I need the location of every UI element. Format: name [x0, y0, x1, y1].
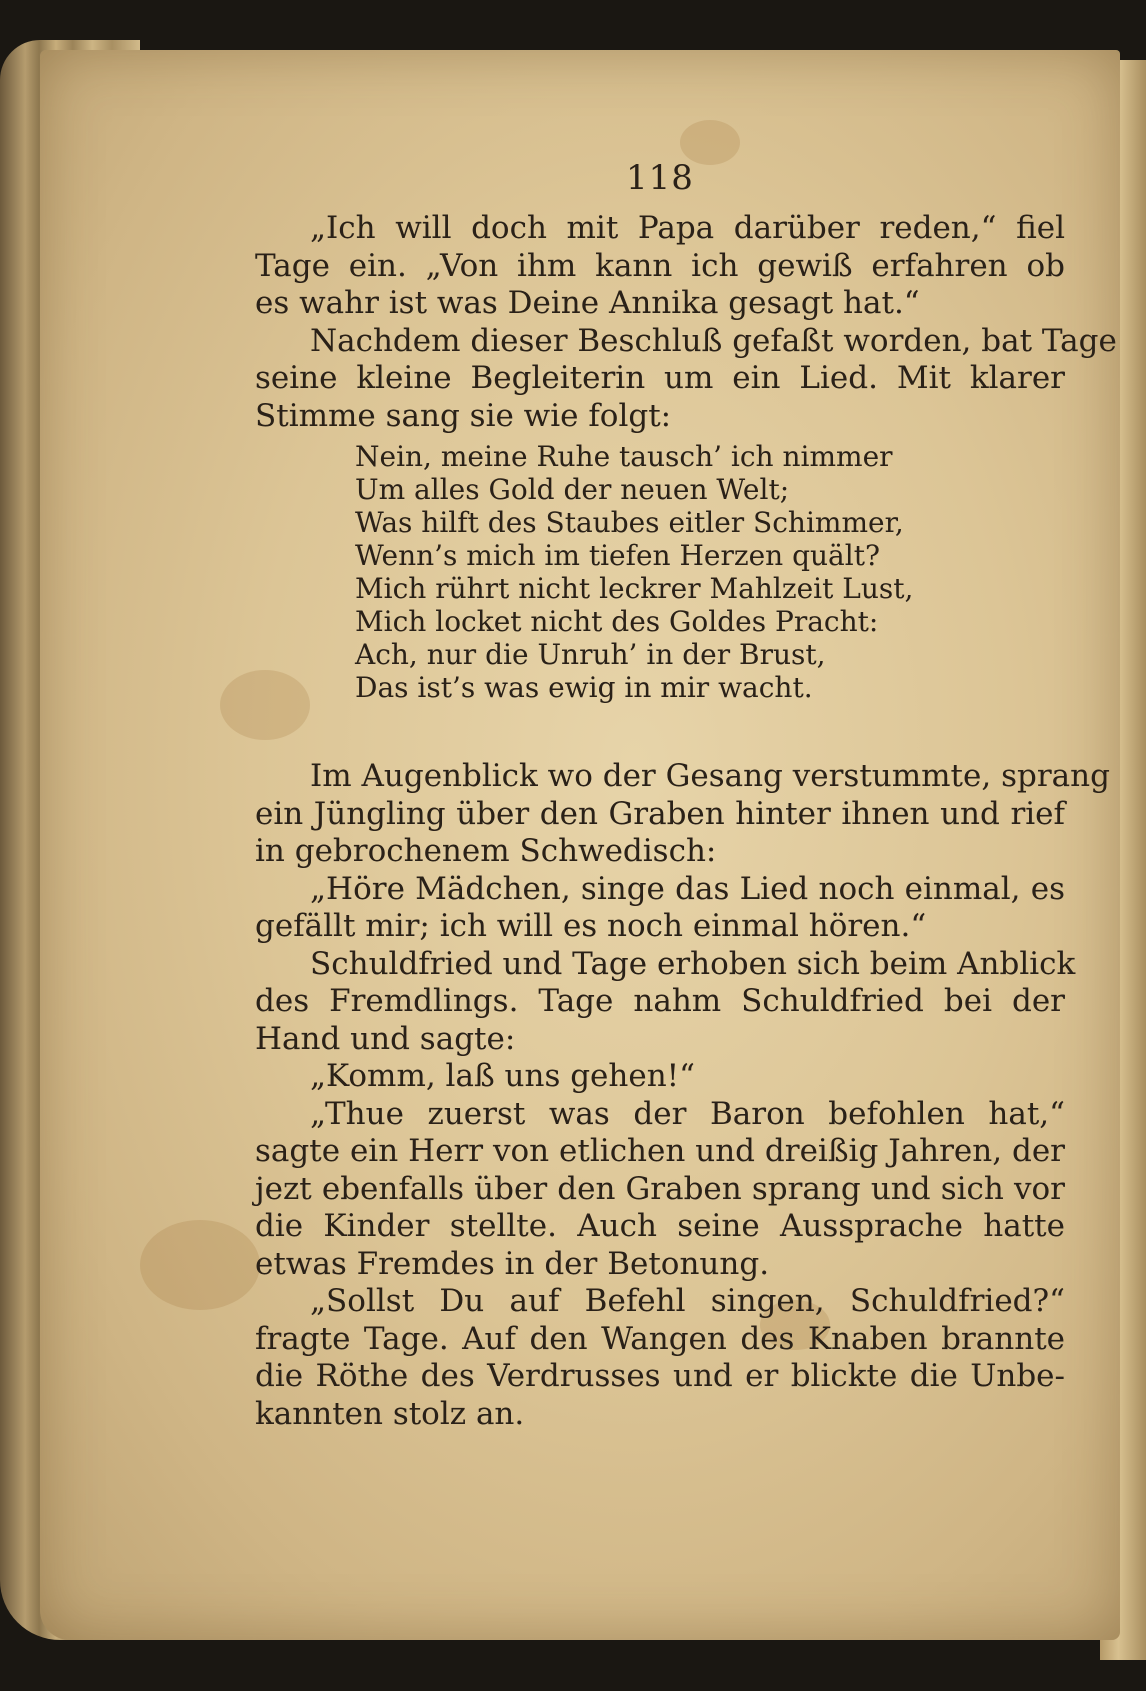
text-line: etwas Fremdes in der Betonung. — [255, 1245, 770, 1282]
text-line: fragte Tage. Auf den Wangen des Knaben brannte — [255, 1320, 1065, 1357]
text-line: kannten stolz an. — [255, 1395, 525, 1432]
text-line: sagte ein Herr von etlichen und dreißig Jahren, der — [255, 1133, 1065, 1169]
poem-line: Das ist’s was ewig in mir wacht. — [355, 671, 813, 704]
text-line: „Komm, laß uns gehen!“ — [310, 1058, 695, 1094]
poem-line: Wenn’s mich im tiefen Herzen quält? — [355, 539, 880, 572]
poem-line: Mich rührt nicht leckrer Mahlzeit Lust, — [355, 572, 914, 605]
text-line: jezt ebenfalls über den Graben sprang und sich vor — [255, 1170, 1065, 1207]
text-line: „Höre Mädchen, singe das Lied noch einmal, es — [310, 870, 1065, 907]
text-line: gefällt mir; ich will es noch einmal hören.“ — [255, 908, 927, 944]
text-line: die Röthe des Verdrusses und er blickte die Unbe- — [255, 1358, 1065, 1394]
poem-line: Nein, meine Ruhe tausch’ ich nimmer — [355, 440, 893, 473]
prose-top — [255, 210, 1117, 435]
text-line: „Sollst Du auf Befehl singen, Schuldfried?“ — [310, 1283, 1065, 1319]
text-line: in gebrochenem Schwedisch: — [255, 833, 717, 869]
text-line: „Thue zuerst was der Baron befohlen hat,“ — [310, 1095, 1065, 1132]
text-line: ein Jüngling über den Graben hinter ihnen und rief — [255, 795, 1065, 832]
text-line: Nachdem dieser Beschluß gefaßt worden, bat Tage — [310, 322, 1117, 359]
poem — [355, 440, 975, 704]
text-line: Schuldfried und Tage erhoben sich beim Anblick — [310, 945, 1076, 982]
text-line: des Fremdlings. Tage nahm Schuldfried bei der — [255, 983, 1065, 1019]
prose-bottom — [255, 758, 1110, 1433]
text-line: Hand und sagte: — [255, 1020, 516, 1057]
poem-line: Was hilft des Staubes eitler Schimmer, — [355, 506, 904, 539]
poem-line: Mich locket nicht des Goldes Pracht: — [355, 605, 879, 638]
text-line: es wahr ist was Deine Annika gesagt hat.“ — [255, 285, 920, 321]
poem-line: Um alles Gold der neuen Welt; — [355, 473, 790, 506]
text-line: die Kinder stellte. Auch seine Aussprache hatte — [255, 1208, 1065, 1244]
text-line: Im Augenblick wo der Gesang verstummte, sprang — [310, 758, 1110, 794]
foxing-stain — [220, 670, 310, 740]
text-line: Stimme sang sie wie folgt: — [255, 397, 672, 434]
foxing-stain — [140, 1220, 260, 1310]
text-line: „Ich will doch mit Papa darüber reden,“ fiel — [310, 210, 1065, 246]
page-number: 118 — [626, 158, 694, 198]
poem-line: Ach, nur die Unruh’ in der Brust, — [355, 638, 826, 671]
text-line: Tage ein. „Von ihm kann ich gewiß erfahren ob — [255, 247, 1065, 284]
text-line: seine kleine Begleiterin um ein Lied. Mit klarer — [255, 360, 1065, 396]
